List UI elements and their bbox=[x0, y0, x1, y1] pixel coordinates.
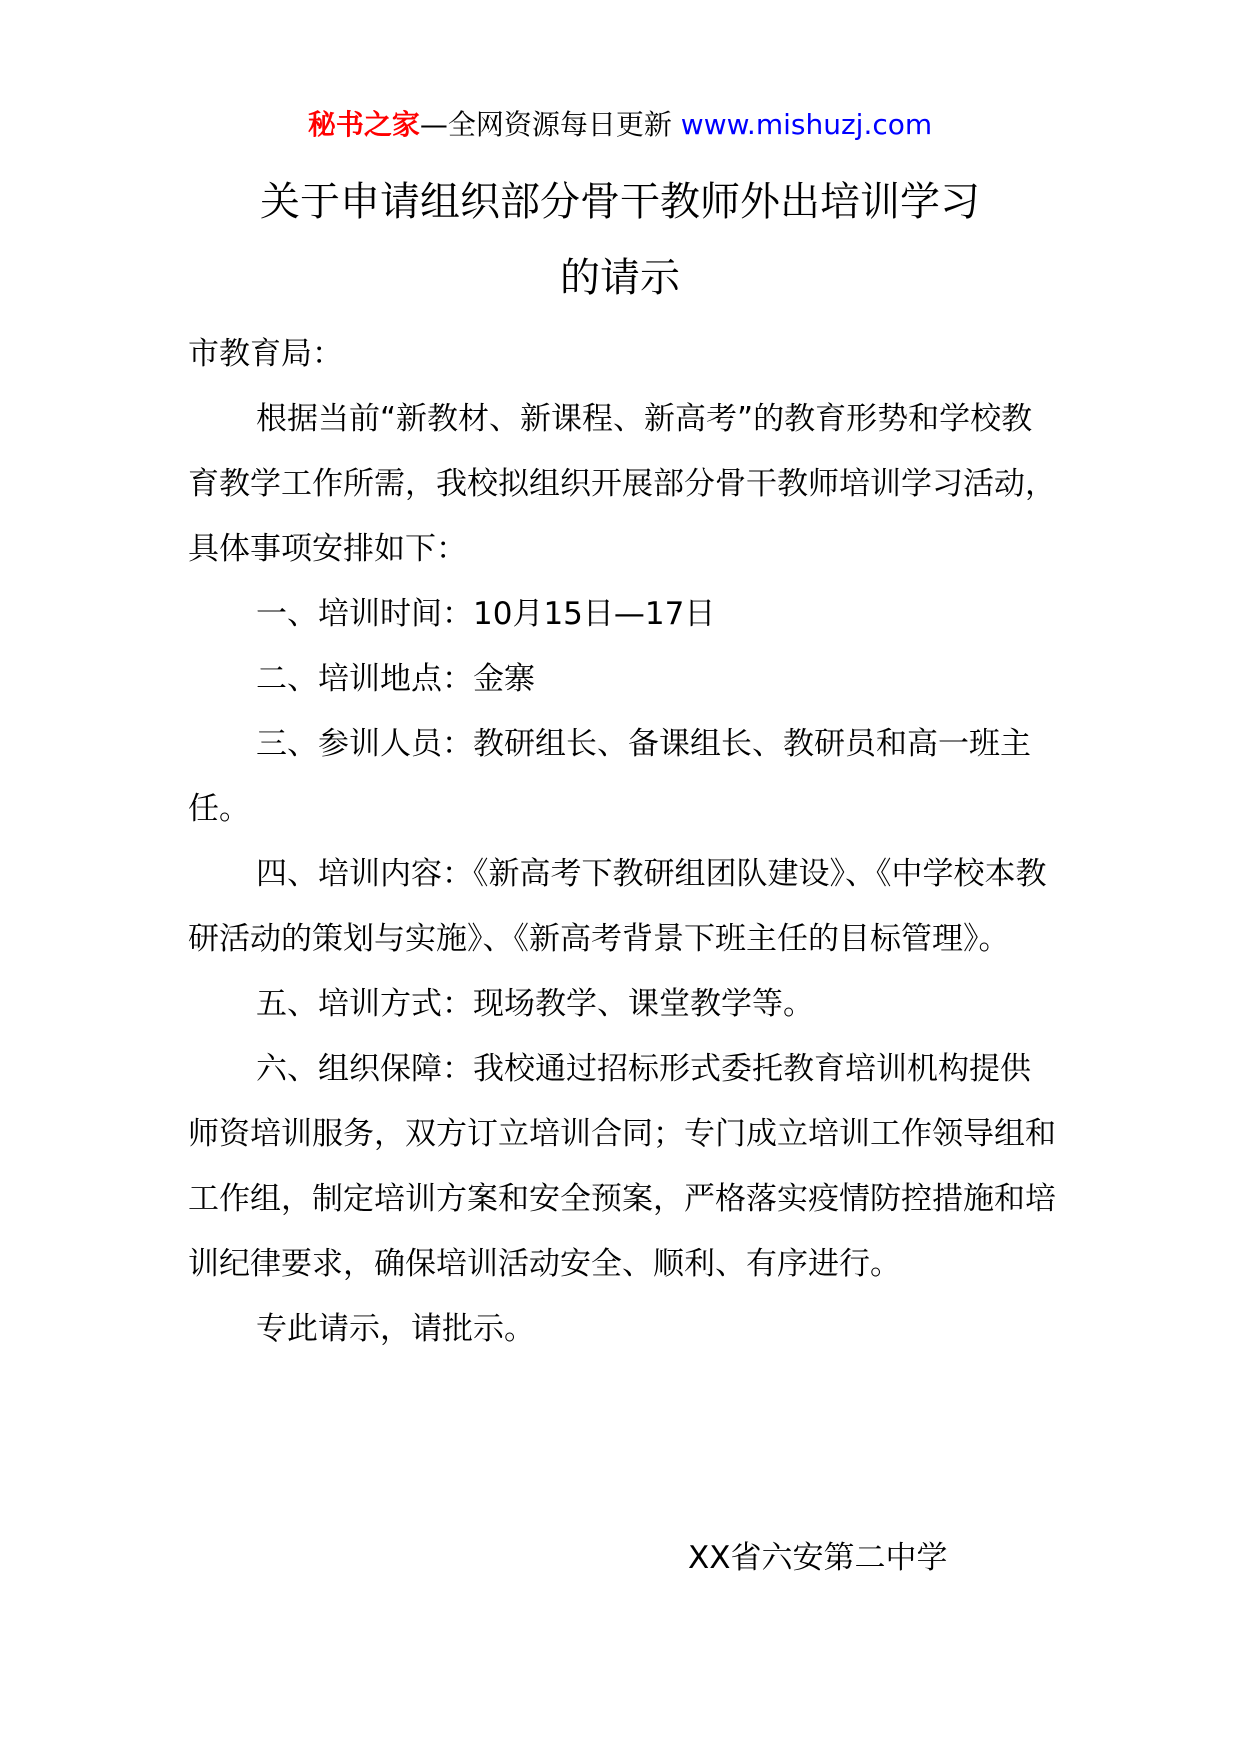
item-training-time: 一、培训时间：10月15日—17日 bbox=[256, 596, 716, 632]
document-title-line-2: 的请示 bbox=[560, 255, 680, 301]
signature-organization: XX省六安第二中学 bbox=[688, 1540, 948, 1576]
salutation: 市教育局： bbox=[188, 336, 343, 372]
header-tagline: —全网资源每日更新 bbox=[419, 108, 672, 141]
item-training-location: 二、培训地点：金寨 bbox=[256, 661, 535, 697]
document-title-line-1: 关于申请组织部分骨干教师外出培训学习 bbox=[260, 179, 980, 225]
site-header bbox=[0, 100, 1240, 150]
item-participants: 三、参训人员：教研组长、备课组长、教研员和高一班主任。 bbox=[188, 726, 1031, 827]
item-training-content: 四、培训内容：《新高考下教研组团队建设》、《中学校本教研活动的策划与实施》、《新高考背景下班主任的目标管理》。 bbox=[188, 856, 1047, 957]
item-organization-guarantee: 六、组织保障：我校通过招标形式委托教育培训机构提供师资培训服务，双方订立培训合同；专门成立培训工作领导组和工作组，制定培训方案和安全预案，严格落实疫情防控措施和培训纪律要求，确保培训活动安全、顺利、有序进行。 bbox=[188, 1051, 1056, 1282]
document-title bbox=[120, 164, 1120, 316]
brand-name: 秘书之家 bbox=[307, 108, 420, 141]
intro-paragraph: 根据当前“新教材、新课程、新高考”的教育形势和学校教育教学工作所需，我校拟组织开展部分骨干教师培训学习活动，具体事项安排如下： bbox=[188, 401, 1056, 567]
closing-request: 专此请示，请批示。 bbox=[256, 1311, 535, 1347]
site-url-link[interactable]: www.mishuzj.com bbox=[680, 108, 933, 141]
document-body bbox=[188, 322, 1058, 1362]
item-training-method: 五、培训方式：现场教学、课堂教学等。 bbox=[256, 986, 814, 1022]
